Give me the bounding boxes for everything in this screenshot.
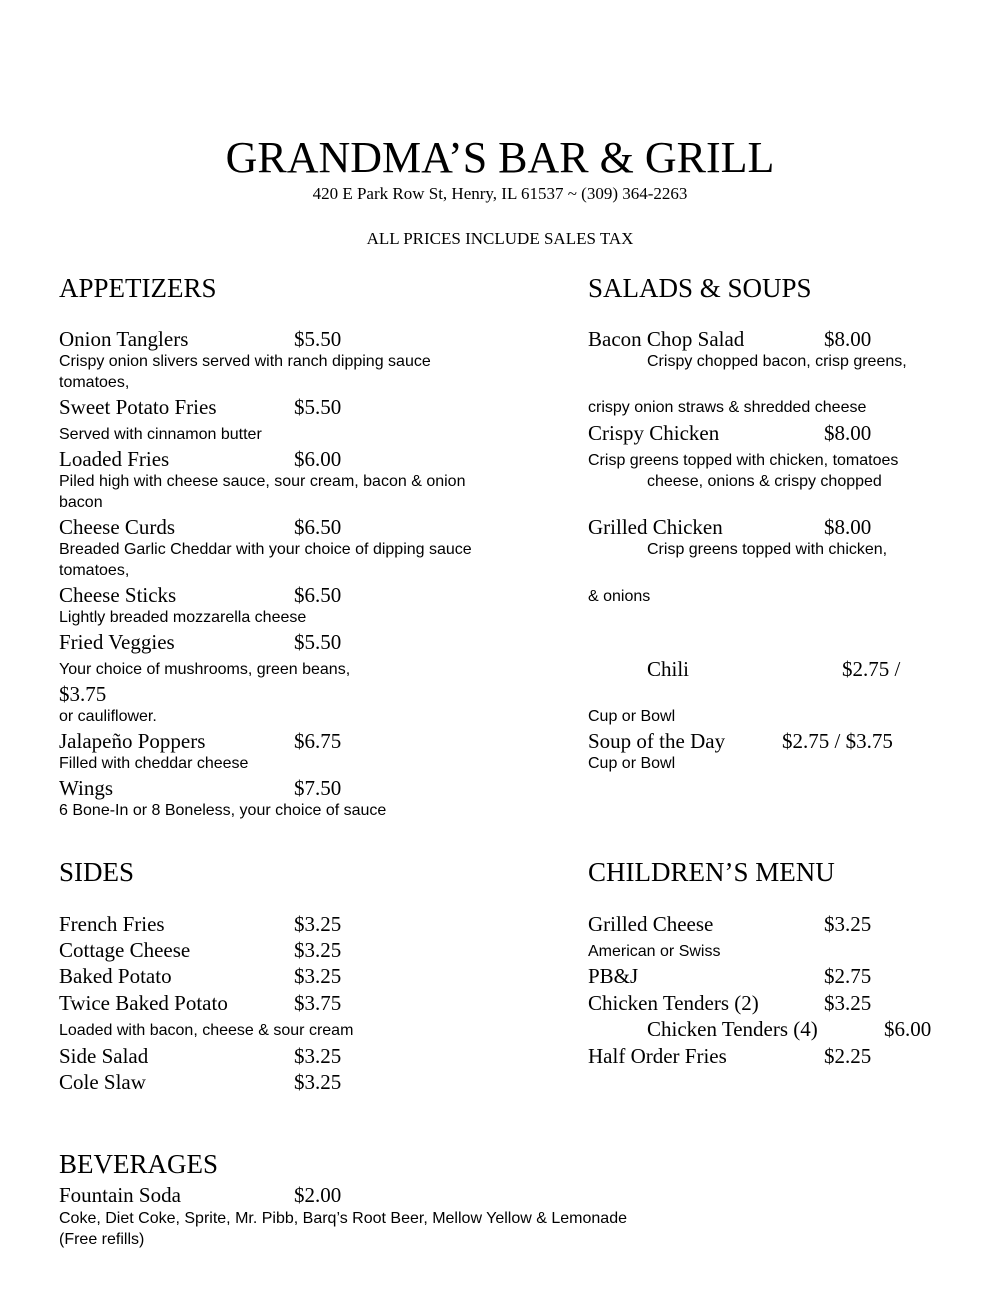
menu-item-price: $6.00 — [294, 447, 342, 471]
sides-heading: SIDES — [59, 857, 135, 887]
menu-item-name: Sweet Potato Fries — [59, 395, 217, 419]
stray-price: $3.75 — [59, 682, 107, 706]
menu-item-price: $3.25 — [294, 938, 342, 962]
menu-item-description: Filled with cheddar cheese — [59, 755, 249, 772]
menu-item-price: $3.25 — [824, 991, 872, 1015]
menu-item-description: Crispy chopped bacon, crisp greens, — [647, 353, 907, 370]
menu-item-name: Chili — [647, 657, 690, 681]
menu-item-description: Piled high with cheese sauce, sour cream, bacon & onion — [59, 473, 466, 490]
menu-item-name: Baked Potato — [59, 964, 172, 988]
menu-item-name: Cottage Cheese — [59, 938, 191, 962]
menu-item-price: $5.50 — [294, 395, 342, 419]
menu-item-name: Loaded Fries — [59, 447, 170, 471]
menu-item-price: $3.75 — [294, 991, 342, 1015]
menu-item-description: 6 Bone-In or 8 Boneless, your choice of sauce — [59, 802, 387, 819]
menu-item-name: Grilled Chicken — [588, 515, 723, 539]
salads-soups-heading: SALADS & SOUPS — [588, 273, 812, 303]
menu-item-price: $6.50 — [294, 583, 342, 607]
childrens-menu-heading: CHILDREN’S MENU — [588, 857, 835, 887]
menu-item-price: $8.00 — [824, 515, 872, 539]
menu-item-name: Cheese Sticks — [59, 583, 177, 607]
menu-item-name: Cole Slaw — [59, 1070, 146, 1094]
menu-item-name: Fried Veggies — [59, 630, 175, 654]
menu-item-price: $6.00 — [884, 1017, 932, 1041]
menu-item-name: French Fries — [59, 912, 165, 936]
menu-item-price: $2.25 — [824, 1044, 872, 1068]
menu-item-description: Crisp greens topped with chicken, tomatoes — [588, 452, 899, 469]
menu-item-name: Grilled Cheese — [588, 912, 714, 936]
menu-item-name: Half Order Fries — [588, 1044, 727, 1068]
menu-item-name: Jalapeño Poppers — [59, 729, 206, 753]
menu-item-description: Cup or Bowl — [588, 708, 676, 725]
stray-text: tomatoes, — [59, 374, 130, 391]
menu-item-description: Breaded Garlic Cheddar with your choice of dipping sauce — [59, 541, 472, 558]
menu-item-price: $3.25 — [294, 964, 342, 988]
menu-item-description: Your choice of mushrooms, green beans, — [59, 661, 351, 678]
menu-item-name: Chicken Tenders (4) — [647, 1017, 818, 1041]
menu-item-name: Bacon Chop Salad — [588, 327, 745, 351]
appetizers-heading: APPETIZERS — [59, 273, 217, 303]
menu-item-description: (Free refills) — [59, 1231, 145, 1248]
menu-item-name: Onion Tanglers — [59, 327, 189, 351]
menu-item-description: Crisp greens topped with chicken, — [647, 541, 888, 558]
menu-item-price: $8.00 — [824, 421, 872, 445]
menu-item-name: PB&J — [588, 964, 639, 988]
menu-item-price: $2.75 / — [842, 657, 901, 681]
menu-item-price: $7.50 — [294, 776, 342, 800]
menu-item-description: crispy onion straws & shredded cheese — [588, 399, 867, 416]
menu-item-description: Served with cinnamon butter — [59, 426, 262, 443]
menu-item-description: Coke, Diet Coke, Sprite, Mr. Pibb, Barq’s Root Beer, Mellow Yellow & Lemonade — [59, 1210, 627, 1227]
menu-item-description: Cup or Bowl — [588, 755, 676, 772]
menu-item-price: $8.00 — [824, 327, 872, 351]
menu-item-description: & onions — [588, 588, 651, 605]
menu-item-price: $2.00 — [294, 1183, 342, 1207]
menu-item-description: American or Swiss — [588, 943, 721, 960]
stray-text: bacon — [59, 494, 103, 511]
address-phone: 420 E Park Row St, Henry, IL 61537 ~ (309) 364-2263 — [312, 184, 688, 203]
menu-item-price: $5.50 — [294, 327, 342, 351]
menu-item-price: $3.25 — [824, 912, 872, 936]
restaurant-title: GRANDMA’S BAR & GRILL — [225, 133, 775, 182]
menu-item-price: $6.75 — [294, 729, 342, 753]
menu-item-description: Lightly breaded mozzarella cheese — [59, 609, 307, 626]
menu-item-price: $6.50 — [294, 515, 342, 539]
menu-item-name: Chicken Tenders (2) — [588, 991, 759, 1015]
menu-item-description: Loaded with bacon, cheese & sour cream — [59, 1022, 354, 1039]
menu-item-name: Soup of the Day — [588, 729, 726, 753]
beverages-heading: BEVERAGES — [59, 1149, 219, 1179]
menu-item-name: Twice Baked Potato — [59, 991, 228, 1015]
menu-item-price: $3.25 — [294, 1070, 342, 1094]
menu-item-price: $2.75 / $3.75 — [782, 729, 893, 753]
menu-item-description: Crispy onion slivers served with ranch dipping sauce — [59, 353, 431, 370]
menu-item-name: Cheese Curds — [59, 515, 176, 539]
menu-item-price: $3.25 — [294, 1044, 342, 1068]
menu-item-name: Wings — [59, 776, 113, 800]
tax-note: ALL PRICES INCLUDE SALES TAX — [366, 229, 634, 248]
menu-item-name: Fountain Soda — [59, 1183, 181, 1207]
menu-item-description: cheese, onions & crispy chopped — [647, 473, 882, 490]
menu-item-name: Crispy Chicken — [588, 421, 720, 445]
menu-item-name: Side Salad — [59, 1044, 149, 1068]
menu-item-description: or cauliflower. — [59, 708, 157, 725]
menu-item-price: $5.50 — [294, 630, 342, 654]
stray-text: tomatoes, — [59, 562, 130, 579]
menu-item-price: $3.25 — [294, 912, 342, 936]
menu-item-price: $2.75 — [824, 964, 872, 988]
